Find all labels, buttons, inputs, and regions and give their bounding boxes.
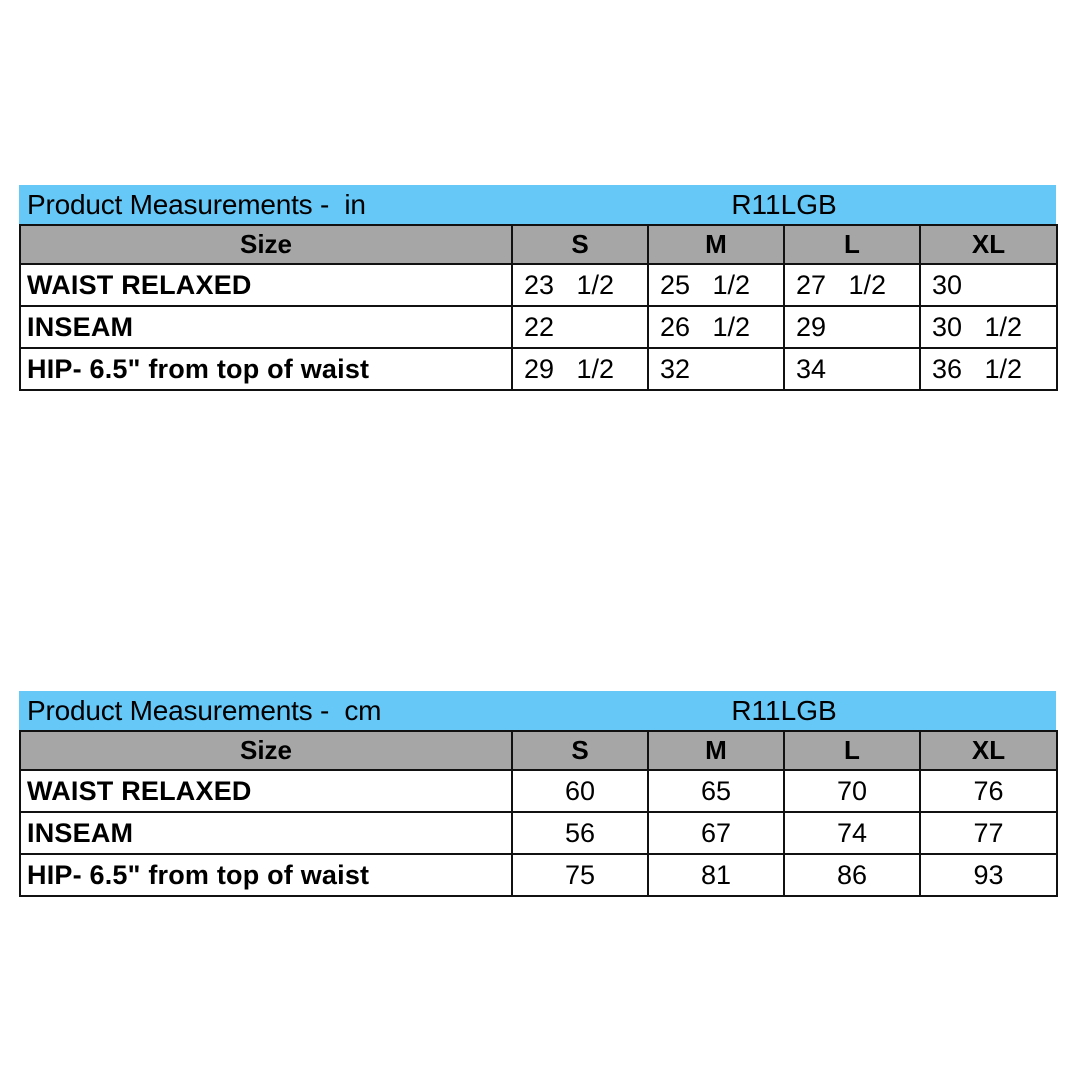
product-code: R11LGB — [731, 695, 837, 726]
measurement-table — [19, 224, 1058, 391]
header-s: S — [512, 731, 648, 770]
cell-value: 86 — [784, 854, 920, 896]
header-size: Size — [20, 731, 512, 770]
cell-value: 30 — [920, 264, 1057, 306]
row-label: WAIST RELAXED — [20, 770, 512, 812]
cell-value: 70 — [784, 770, 920, 812]
table-row-waist — [20, 770, 1057, 812]
chart-title-bar — [19, 185, 1056, 224]
cell-value: 81 — [648, 854, 784, 896]
cell-value: 32 — [648, 348, 784, 390]
header-xl: XL — [920, 225, 1057, 264]
header-row — [20, 225, 1057, 264]
cell-value: 25 1/2 — [648, 264, 784, 306]
table-row-hip — [20, 348, 1057, 390]
table-row-hip — [20, 854, 1057, 896]
header-m: M — [648, 225, 784, 264]
row-label: HIP- 6.5" from top of waist — [20, 854, 512, 896]
cell-value: 74 — [784, 812, 920, 854]
table-row-inseam — [20, 812, 1057, 854]
chart-title-bar — [19, 691, 1056, 730]
cell-value: 60 — [512, 770, 648, 812]
cell-value: 77 — [920, 812, 1057, 854]
size-chart-centimeters — [19, 691, 1056, 897]
header-l: L — [784, 225, 920, 264]
row-label: INSEAM — [20, 812, 512, 854]
measurement-table — [19, 730, 1058, 897]
cell-value: 29 1/2 — [512, 348, 648, 390]
table-row-waist — [20, 264, 1057, 306]
cell-value: 27 1/2 — [784, 264, 920, 306]
chart-title: Product Measurements - cm — [27, 695, 382, 726]
row-label: WAIST RELAXED — [20, 264, 512, 306]
cell-value: 36 1/2 — [920, 348, 1057, 390]
table-row-inseam — [20, 306, 1057, 348]
header-s: S — [512, 225, 648, 264]
row-label: HIP- 6.5" from top of waist — [20, 348, 512, 390]
header-xl: XL — [920, 731, 1057, 770]
chart-title: Product Measurements - in — [27, 189, 366, 220]
header-size: Size — [20, 225, 512, 264]
product-code: R11LGB — [731, 189, 837, 220]
cell-value: 34 — [784, 348, 920, 390]
size-chart-inches — [19, 185, 1056, 391]
header-m: M — [648, 731, 784, 770]
cell-value: 26 1/2 — [648, 306, 784, 348]
cell-value: 93 — [920, 854, 1057, 896]
cell-value: 67 — [648, 812, 784, 854]
cell-value: 23 1/2 — [512, 264, 648, 306]
cell-value: 29 — [784, 306, 920, 348]
cell-value: 76 — [920, 770, 1057, 812]
row-label: INSEAM — [20, 306, 512, 348]
header-row — [20, 731, 1057, 770]
cell-value: 30 1/2 — [920, 306, 1057, 348]
cell-value: 65 — [648, 770, 784, 812]
cell-value: 75 — [512, 854, 648, 896]
cell-value: 56 — [512, 812, 648, 854]
header-l: L — [784, 731, 920, 770]
cell-value: 22 — [512, 306, 648, 348]
